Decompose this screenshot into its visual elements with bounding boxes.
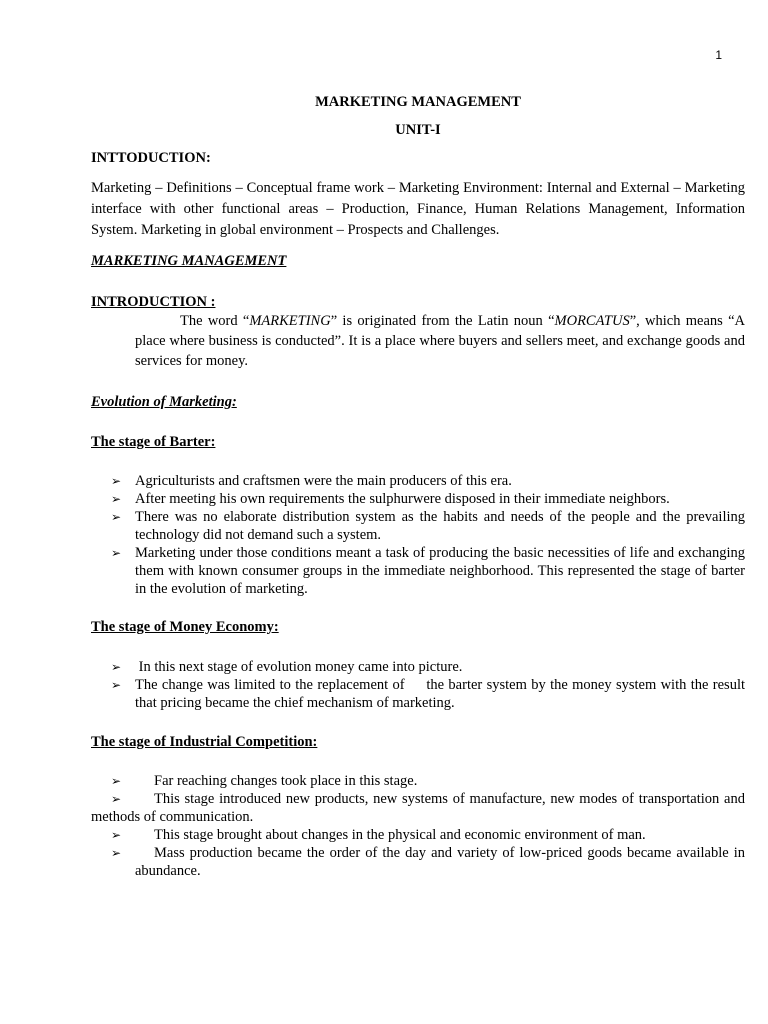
list-item: ➢ Mass production became the order of the day and variety of low-priced goods became available in abundance.: [111, 845, 745, 879]
list-item: ➢ This stage introduced new products, new systems of manufacture, new modes of transportation and methods of communication.: [91, 791, 745, 825]
unit-label: UNIT-I: [395, 122, 441, 138]
arrow-bullet-icon: ➢: [111, 546, 122, 560]
arrow-bullet-icon: ➢: [111, 510, 122, 524]
arrow-bullet-icon: ➢: [111, 846, 122, 860]
list-item: ➢ The change was limited to the replacement of the barter system by the money system with the result that pricing became the chief mechanism of marketing.: [111, 677, 749, 711]
list-item: ➢ Far reaching changes took place in this stage.: [111, 773, 418, 789]
introduction-paragraph: [135, 311, 745, 371]
evolution-heading: Evolution of Marketing:: [91, 394, 237, 410]
industrial-competition-heading: The stage of Industrial Competition:: [91, 734, 318, 750]
document-title: MARKETING MANAGEMENT: [315, 94, 521, 110]
money-economy-list: [91, 658, 749, 712]
marketing-management-heading: MARKETING MANAGEMENT: [91, 253, 287, 269]
document-body: [91, 93, 749, 880]
arrow-bullet-icon: ➢: [111, 774, 122, 788]
intro-word-morcatus: MORCATUS: [554, 313, 630, 329]
intro-text-2: ” is originated from the Latin noun “: [330, 313, 555, 329]
list-item: ➢ There was no elaborate distribution system as the habits and needs of the people and the prevailing technology did not demand such a system.: [111, 509, 745, 543]
list-item: ➢ After meeting his own requirements the sulphurwere disposed in their immediate neighbors.: [111, 491, 670, 507]
intro-text-3: ”, which means “A place where business is conducted”. It is a place where buyers and sellers meet, and exchange goods and services for money.: [135, 313, 745, 369]
arrow-bullet-icon: ➢: [111, 474, 122, 488]
intro-text-1: The word “: [180, 313, 250, 329]
page-number: 1: [715, 48, 722, 62]
arrow-bullet-icon: ➢: [111, 792, 122, 806]
barter-heading: The stage of Barter:: [91, 434, 216, 450]
arrow-bullet-icon: ➢: [111, 678, 122, 692]
arrow-bullet-icon: ➢: [111, 660, 122, 674]
arrow-bullet-icon: ➢: [111, 492, 122, 506]
money-economy-heading: The stage of Money Economy:: [91, 619, 279, 635]
syllabus-paragraph: Marketing – Definitions – Conceptual frame work – Marketing Environment: Internal and External – Marketing interface with other functional areas – Production, Finance, Human Relations Management, Information System. Marketing in global environment – Prospects and Challenges.: [91, 180, 745, 238]
list-item: ➢ This stage brought about changes in the physical and economic environment of man.: [111, 827, 646, 843]
list-item: ➢ Agriculturists and craftsmen were the main producers of this era.: [111, 473, 512, 489]
arrow-bullet-icon: ➢: [111, 828, 122, 842]
intro-heading: INTTODUCTION:: [91, 150, 211, 166]
list-item: ➢ Marketing under those conditions meant a task of producing the basic necessities of life and exchanging them with known consumer groups in the immediate neighborhood. This represented the stage of barter in the evolution of marketing.: [111, 545, 745, 597]
list-item: ➢ In this next stage of evolution money came into picture.: [111, 659, 463, 675]
introduction-heading: INTRODUCTION :: [91, 294, 216, 310]
industrial-competition-list: [91, 772, 745, 880]
intro-word-marketing: MARKETING: [249, 313, 331, 329]
barter-list: [91, 472, 745, 598]
